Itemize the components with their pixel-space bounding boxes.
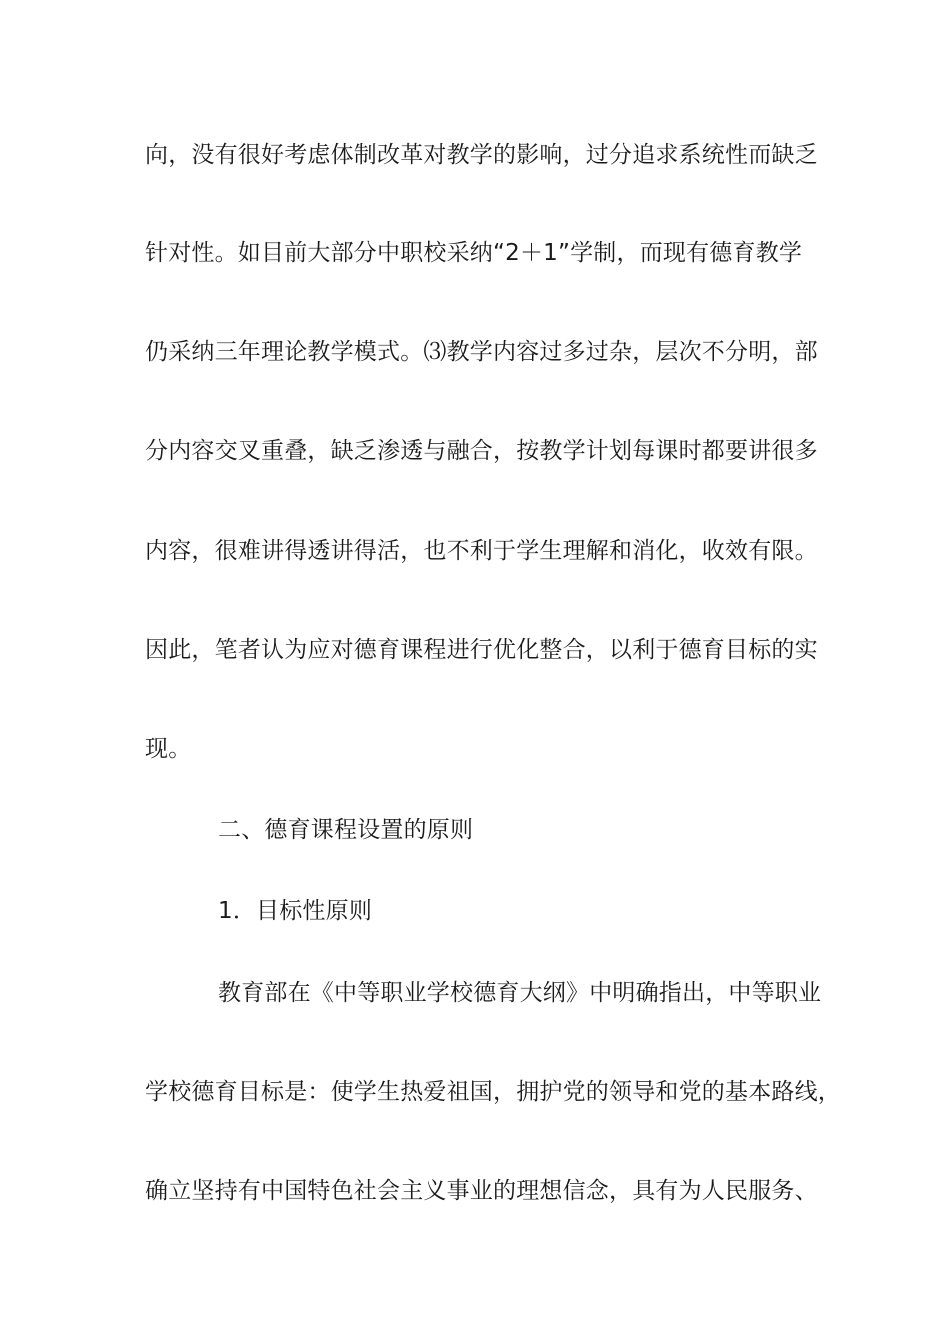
paragraph-line: 分内容交叉重叠，缺乏渗透与融合，按教学计划每课时都要讲很多 bbox=[145, 438, 818, 464]
paragraph-line: 现。 bbox=[145, 736, 192, 762]
paragraph-line: 仍采纳三年理论教学模式。⑶教学内容过多过杂，层次不分明，部 bbox=[145, 339, 818, 365]
paragraph-line: 教育部在《中等职业学校德育大纲》中明确指出，中等职业 bbox=[218, 980, 822, 1006]
paragraph-line: 因此，笔者认为应对德育课程进行优化整合，以利于德育目标的实 bbox=[145, 637, 818, 663]
paragraph-line: 学校德育目标是：使学生热爱祖国，拥护党的领导和党的基本路线， bbox=[145, 1079, 841, 1105]
paragraph-line: 针对性。如目前大部分中职校采纳“2＋1”学制，而现有德育教学 bbox=[145, 240, 803, 266]
paragraph-line: 内容，很难讲得透讲得活，也不利于学生理解和消化，收效有限。 bbox=[145, 538, 818, 564]
subsection-heading: 1．目标性原则 bbox=[218, 898, 373, 924]
paragraph-line: 向，没有很好考虑体制改革对教学的影响，过分追求系统性而缺乏 bbox=[145, 142, 818, 168]
paragraph-line: 确立坚持有中国特色社会主义事业的理想信念，具有为人民服务、 bbox=[145, 1178, 818, 1204]
section-heading: 二、德育课程设置的原则 bbox=[218, 817, 474, 843]
